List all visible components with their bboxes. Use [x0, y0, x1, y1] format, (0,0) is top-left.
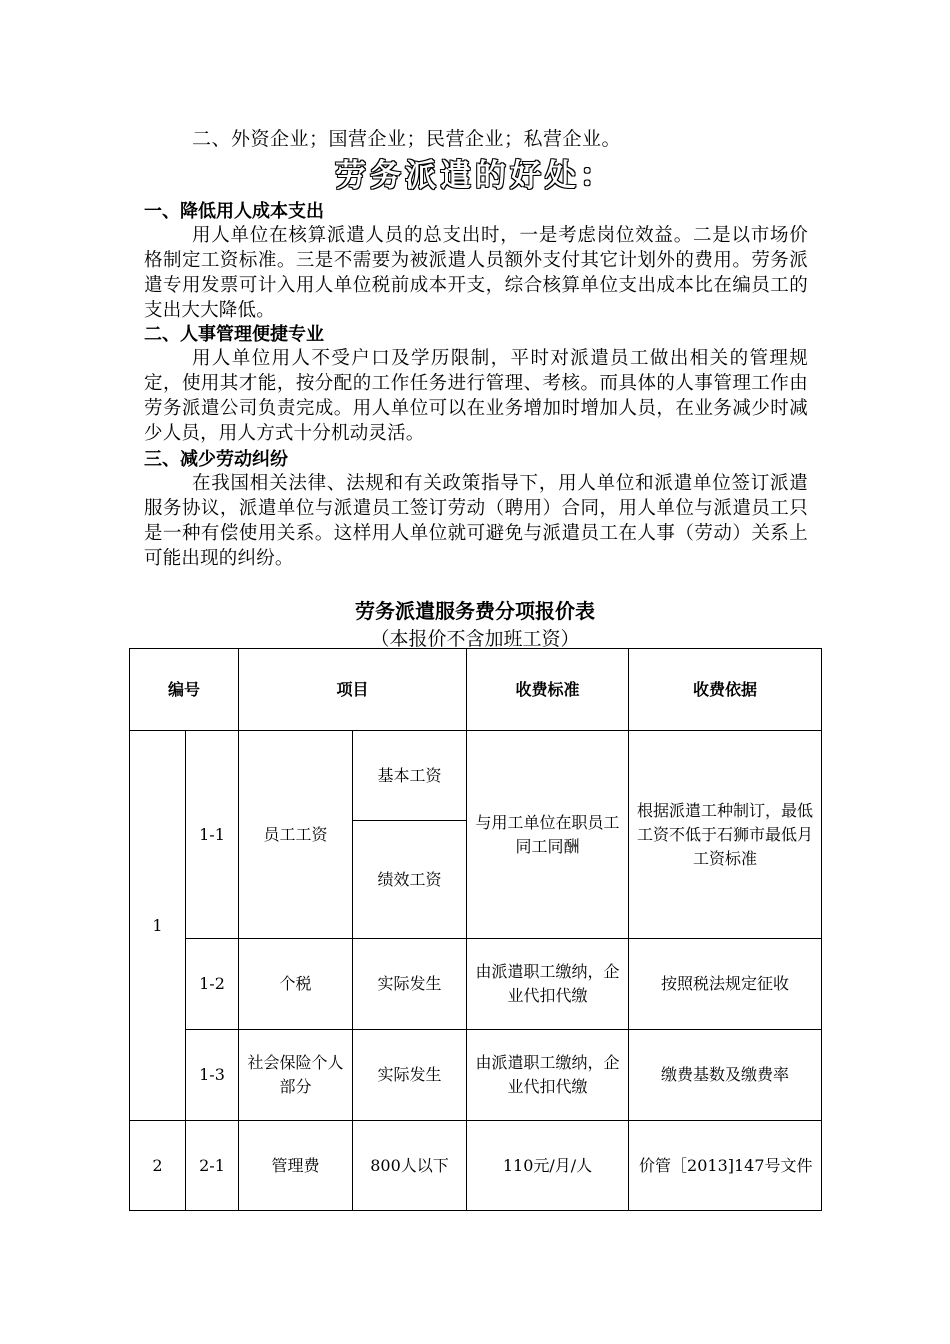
section-heading: 一、降低用人成本支出	[144, 201, 324, 222]
row-code: 1-2	[186, 939, 239, 1030]
row-code: 1-3	[186, 1030, 239, 1121]
table-row	[130, 1030, 822, 1121]
section-3	[144, 449, 808, 571]
table-row	[130, 731, 822, 821]
quote-table	[129, 648, 822, 1211]
row-basis: 按照税法规定征收	[629, 939, 822, 1030]
group-number: 1	[130, 731, 186, 1121]
section-paragraph: 在我国相关法律、法规和有关政策指导下，用人单位和派遣单位签订派遣服务协议，派遣单位与派遣员工签订劳动（聘用）合同，用人单位与派遣员工只是一种有偿使用关系。这样用人单位就可避免与派遣员工在人事（劳动）关系上可能出现的纠纷。	[144, 473, 808, 569]
row-sub-item: 绩效工资	[353, 821, 467, 939]
row-sub-item: 基本工资	[353, 731, 467, 821]
row-standard: 由派遣职工缴纳，企业代扣代缴	[467, 1030, 629, 1121]
row-standard: 由派遣职工缴纳，企业代扣代缴	[467, 939, 629, 1030]
row-item: 社会保险个人部分	[239, 1030, 353, 1121]
big-title: 劳务派遣的好处：	[335, 158, 615, 194]
table-subtitle: （本报价不含加班工资）	[370, 628, 580, 650]
group-number: 2	[130, 1121, 186, 1211]
row-sub-item: 实际发生	[353, 939, 467, 1030]
row-item: 管理费	[239, 1121, 353, 1211]
row-basis: 缴费基数及缴费率	[629, 1030, 822, 1121]
section-paragraph: 用人单位用人不受户口及学历限制，平时对派遣员工做出相关的管理规定，使用其才能，按分配的工作任务进行管理、考核。而具体的人事管理工作由劳务派遣公司负责完成。用人单位可以在业务增加时增加人员，在业务减少时减少人员，用人方式十分机动灵活。	[144, 348, 808, 444]
table-title: 劳务派遣服务费分项报价表	[355, 599, 595, 623]
row-code: 1-1	[186, 731, 239, 939]
section-1	[144, 201, 808, 323]
row-sub-item: 实际发生	[353, 1030, 467, 1121]
intro-line: 二、外资企业；国营企业；民营企业；私营企业。	[192, 128, 622, 150]
row-item: 个税	[239, 939, 353, 1030]
header-number: 编号	[130, 649, 239, 731]
section-2	[144, 324, 808, 446]
row-basis: 根据派遣工种制订，最低工资不低于石狮市最低月工资标准	[629, 731, 822, 939]
row-sub-item: 800人以下	[353, 1121, 467, 1211]
row-basis: 价管［2013]147号文件	[629, 1121, 822, 1211]
header-item: 项目	[239, 649, 467, 731]
row-code: 2-1	[186, 1121, 239, 1211]
row-item: 员工工资	[239, 731, 353, 939]
section-paragraph: 用人单位在核算派遣人员的总支出时，一是考虑岗位效益。二是以市场价格制定工资标准。三是不需要为被派遣人员额外支付其它计划外的费用。劳务派遣专用发票可计入用人单位税前成本开支，综合核算单位支出成本比在编员工的支出大大降低。	[144, 225, 808, 321]
table-row	[130, 1121, 822, 1211]
section-heading: 二、人事管理便捷专业	[144, 324, 324, 345]
header-standard: 收费标准	[467, 649, 629, 731]
row-standard: 与用工单位在职员工同工同酬	[467, 731, 629, 939]
table-row	[130, 939, 822, 1030]
header-basis: 收费依据	[629, 649, 822, 731]
row-standard: 110元/月/人	[467, 1121, 629, 1211]
section-heading: 三、减少劳动纠纷	[144, 449, 288, 470]
table-header-row	[130, 649, 822, 731]
